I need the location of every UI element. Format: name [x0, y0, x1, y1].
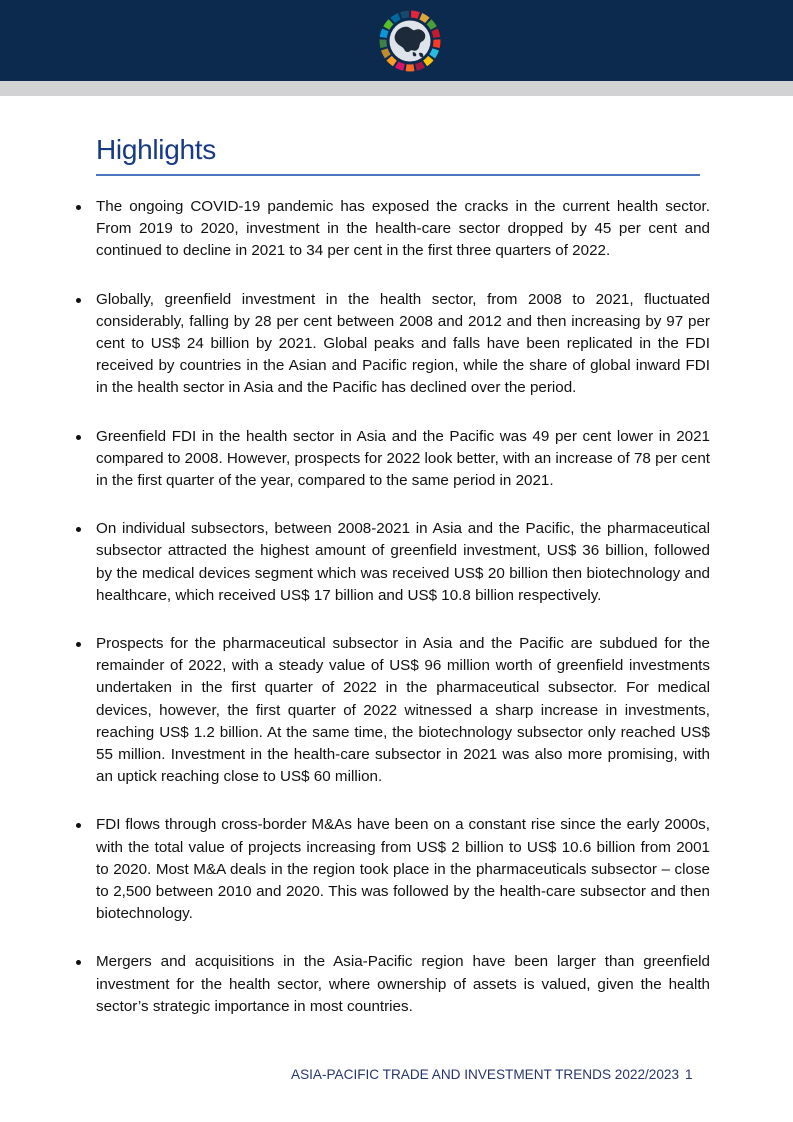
list-item: The ongoing COVID-19 pandemic has exposed the cracks in the current health sector. From 2019 to 2020, investment in the health-care sector dropped by 45 per cent and continued to decline in 2021 to 34 per cent in the first three quarters of 2022.: [75, 196, 710, 263]
list-item: FDI flows through cross-border M&As have been on a constant rise since the early 2000s, with the total value of projects increasing from US$ 2 billion to US$ 10.6 billion from 2001 to 2020. Most M&A deals in the region took place in the pharmaceuticals subsector – close to 2,500 between 2010 and 2020. This was followed by the health-care subsector and then biotechnology.: [75, 814, 710, 925]
logo-ring-segment: [435, 30, 437, 38]
logo-ring-segment: [411, 14, 419, 15]
un-escap-globe-logo-icon: [377, 8, 443, 74]
logo-ring-segment: [389, 58, 395, 63]
logo-ring-segment: [383, 30, 385, 38]
list-item: Globally, greenfield investment in the health sector, from 2008 to 2021, fluctuated considerably, falling by 28 per cent between 2008 and 2012 and then increasing by 97 per cent to US$ 24 billion by 2021. Global peaks and falls have been replicated in the FDI received by countries in the Asian and Pacific region, while the share of global inward FDI in the health sector in Asia and the Pacific has declined over the period.: [75, 289, 710, 400]
logo-ring-segment: [425, 58, 431, 63]
list-item: Mergers and acquisitions in the Asia-Pacific region have been larger than greenfield investment for the health sector, where ownership of assets is valued, given the health sector’s strategic importance in most countries.: [75, 951, 710, 1018]
list-item: Greenfield FDI in the health sector in Asia and the Pacific was 49 per cent lower in 2021 compared to 2008. However, prospects for 2022 look better, with an increase of 78 per cent in the first quarter of the year, compared to the same period in 2021.: [75, 426, 710, 493]
title-underline: [96, 174, 700, 176]
logo-ring-segment: [416, 65, 423, 68]
list-item: On individual subsectors, between 2008-2021 in Asia and the Pacific, the pharmaceutical subsector attracted the highest amount of greenfield investment, US$ 36 billion, followed by the medical devices segment which was received US$ 20 billion then biotechnology and healthcare, which received US$ 17 billion and US$ 10.8 billion respectively.: [75, 518, 710, 607]
logo-ring-segment: [432, 49, 435, 56]
running-title: ASIA-PACIFIC TRADE AND INVESTMENT TRENDS 2022/2023: [291, 1067, 680, 1082]
page-title: Highlights: [96, 134, 216, 165]
logo-ring-segment: [386, 22, 391, 28]
logo-ring-segment: [429, 22, 434, 28]
header-strip: [0, 81, 793, 96]
logo-ring-segment: [393, 16, 400, 20]
logo-ring-segment: [384, 49, 387, 56]
logo-ring-segment: [401, 14, 409, 15]
logo-ring-segment: [421, 16, 428, 20]
page-number: 1: [685, 1067, 693, 1082]
highlights-list: [75, 196, 710, 1044]
list-item: Prospects for the pharmaceutical subsector in Asia and the Pacific are subdued for the remainder of 2022, with a steady value of US$ 96 million worth of greenfield investments undertaken in the first quarter of 2022 in the pharmaceutical subsector. For medical devices, however, the first quarter of 2022 witnessed a sharp increase in investments, reaching US$ 1.2 billion. At the same time, the biotechnology subsector only reached US$ 55 million. Investment in the health-care subsector in 2021 was also more promising, with an uptick reaching close to US$ 60 million.: [75, 633, 710, 788]
logo-ring-segment: [383, 40, 384, 48]
logo-ring-segment: [397, 65, 404, 68]
logo-ring-segment: [436, 40, 437, 48]
page-footer: [291, 1067, 693, 1082]
